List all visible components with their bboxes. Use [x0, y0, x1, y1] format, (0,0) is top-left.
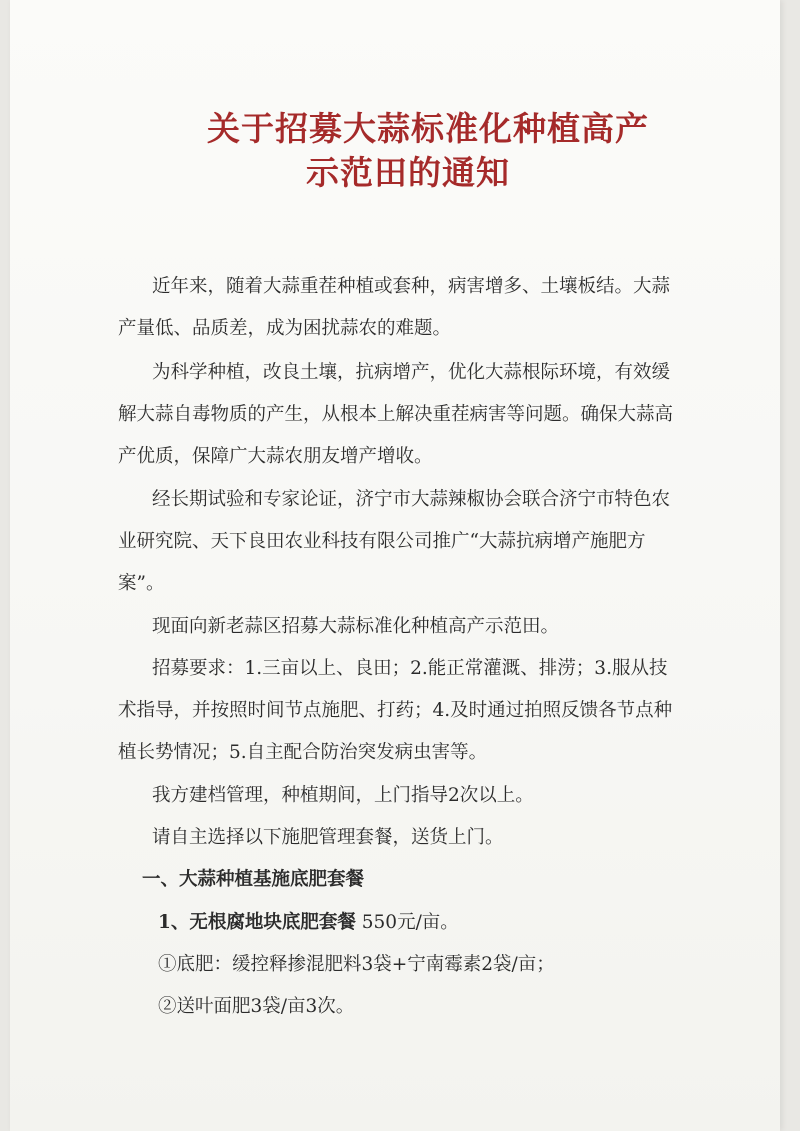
- paragraph-4-line-1: 现面向新老蒜区招募大蒜标准化种植高产示范田。: [152, 616, 560, 637]
- paragraph-5-line-3: 植长势情况；5.自主配合防治突发病虫害等。: [118, 742, 488, 763]
- paragraph-6-line-1: 我方建档管理，种植期间，上门指导2次以上。: [152, 785, 534, 806]
- item-1-sub-1: ①底肥：缓控释掺混肥料3袋+宁南霉素2袋/亩；: [158, 954, 555, 975]
- paragraph-3-line-3: 案”。: [118, 573, 165, 594]
- notice-title-line1: 关于招募大蒜标准化种植高产: [207, 109, 649, 148]
- item-1-price: 550元/亩。: [355, 912, 459, 933]
- paragraph-1-line-1: 近年来，随着大蒜重茬种植或套种，病害增多、土壤板结。大蒜: [152, 276, 671, 297]
- paragraph-2-line-2: 解大蒜自毒物质的产生，从根本上解决重茬病害等问题。确保大蒜高: [118, 404, 674, 425]
- paragraph-1-line-2: 产量低、品质差，成为困扰蒜农的难题。: [118, 318, 452, 339]
- paragraph-2-line-3: 产优质，保障广大蒜农朋友增产增收。: [118, 446, 433, 467]
- item-1: [158, 912, 459, 934]
- item-1-sub-2: ②送叶面肥3袋/亩3次。: [158, 996, 355, 1017]
- section-1-heading: 一、大蒜种植基施底肥套餐: [142, 869, 365, 890]
- paragraph-5-line-1: 招募要求：1.三亩以上、良田；2.能正常灌溉、排涝；3.服从技: [152, 658, 668, 679]
- paragraph-3-line-2: 业研究院、天下良田农业科技有限公司推广“大蒜抗病增产施肥方: [118, 531, 646, 552]
- paragraph-5-line-2: 术指导，并按照时间节点施肥、打药；4.及时通过拍照反馈各节点种: [118, 700, 673, 721]
- paragraph-3-line-1: 经长期试验和专家论证，济宁市大蒜辣椒协会联合济宁市特色农: [152, 489, 671, 510]
- paragraph-7-line-1: 请自主选择以下施肥管理套餐，送货上门。: [152, 827, 504, 848]
- item-1-label: 1、无根腐地块底肥套餐: [158, 912, 356, 933]
- paragraph-2-line-1: 为科学种植，改良土壤，抗病增产，优化大蒜根际环境，有效缓: [152, 362, 671, 383]
- notice-title-line2: 示范田的通知: [306, 153, 510, 192]
